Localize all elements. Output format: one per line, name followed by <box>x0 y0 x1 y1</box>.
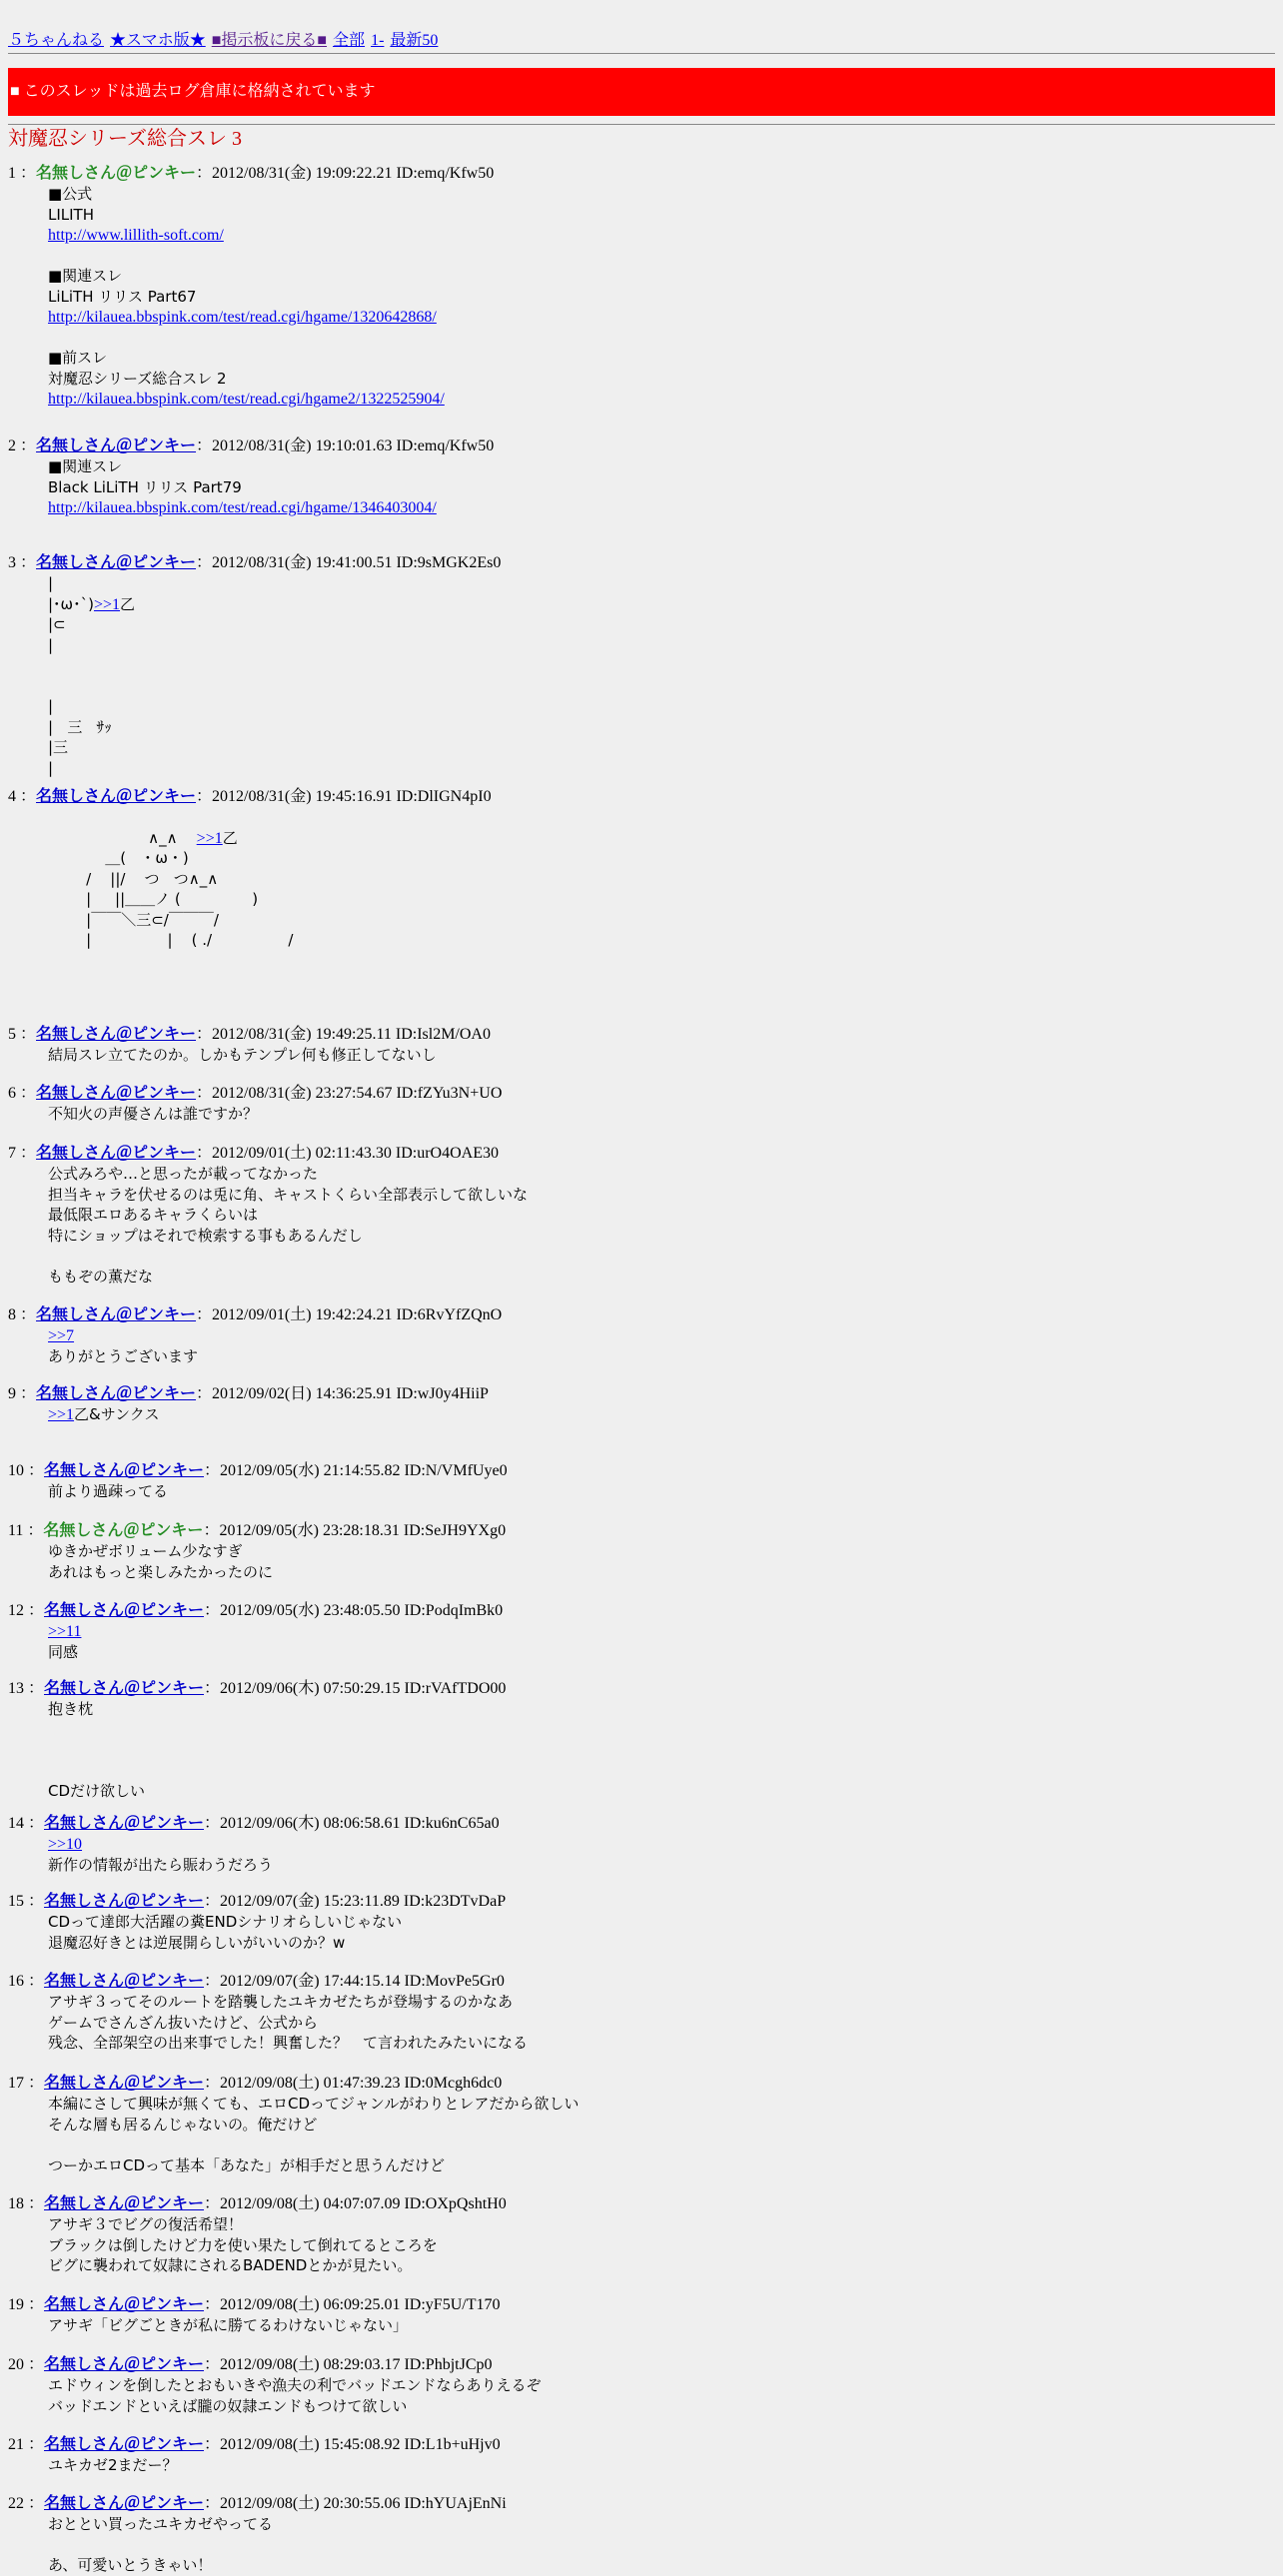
post-body <box>48 184 1275 410</box>
post-header <box>8 787 1275 807</box>
post-header <box>8 1972 1275 1992</box>
post-number: 13 ： <box>8 1680 45 1697</box>
post-body <box>48 1541 1275 1582</box>
post-meta: ：2012/09/07(金) 15:23:11.89 ID:k23DTvDaP <box>204 1893 507 1910</box>
post-text: Black LiLiTH リリス Part79 <box>48 477 242 496</box>
reply-anchor-link[interactable]: >>7 <box>48 1327 75 1344</box>
post-line <box>48 2535 1275 2556</box>
post-line <box>48 1246 1275 1267</box>
post-line <box>48 758 1275 779</box>
post-line <box>48 2155 1275 2176</box>
url-link[interactable]: http://kilauea.bbspink.com/test/read.cgi/hgame/1320642868/ <box>48 309 437 326</box>
post-number: 11 ： <box>8 1522 44 1539</box>
post-text: 本編にさして興味が無くても、エロCDってジャンルがわりとレアだから欲しい <box>48 2095 580 2113</box>
post-line <box>48 1104 1275 1125</box>
post-body <box>48 1992 1275 2054</box>
post-meta: ：2012/09/01(土) 02:11:43.30 ID:urO4OAE30 <box>196 1145 499 1162</box>
post-meta: ：2012/09/08(土) 04:07:07.09 ID:OXpQshtH0 <box>204 2195 507 2212</box>
poster-name-link[interactable]: 名無しさん＠ピンキー <box>44 2075 205 2092</box>
post-text: 乙 <box>222 828 238 847</box>
post-line <box>48 1992 1275 2013</box>
post-line <box>48 497 1275 518</box>
poster-name-link[interactable]: 名無しさん＠ピンキー <box>36 437 197 454</box>
post-line <box>48 1621 1275 1642</box>
post-line <box>48 2315 1275 2336</box>
post-line <box>48 456 1275 477</box>
post-meta: ：2012/09/05(水) 21:14:55.82 ID:N/VMfUye0 <box>204 1462 508 1479</box>
post-text: アサギ３でビグの復活希望！ <box>48 2215 244 2233</box>
post-meta: ：2012/08/31(金) 23:27:54.67 ID:fZYu3N+UO <box>196 1085 503 1102</box>
post <box>8 2435 1275 2476</box>
post-text: そんな層も居るんじゃないの。俺だけど <box>48 2115 318 2134</box>
post-header <box>8 436 1275 456</box>
post-line <box>48 2094 1275 2115</box>
post-line <box>48 614 1275 635</box>
post-body <box>48 1164 1275 1287</box>
post-text: |･ω･`) <box>48 594 94 613</box>
post-line <box>48 1267 1275 1288</box>
url-link[interactable]: http://kilauea.bbspink.com/test/read.cgi/hgame2/1322525904/ <box>48 391 445 408</box>
post-text: つーかエロCDって基本「あなた」が相手だと思うんだけど <box>48 2155 446 2174</box>
post-header <box>8 2355 1275 2375</box>
post-text: |三 <box>48 738 69 756</box>
post-body <box>48 1404 1275 1425</box>
divider <box>8 53 1275 54</box>
poster-name-link[interactable]: 名無しさん＠ピンキー <box>44 2296 205 2313</box>
poster-name-link[interactable]: 名無しさん＠ピンキー <box>44 2495 205 2512</box>
post-number: 15 ： <box>8 1893 45 1910</box>
post-text: | <box>48 758 54 777</box>
post-line <box>48 1933 1275 1954</box>
post-line <box>48 910 1275 931</box>
post-line <box>48 1720 1275 1741</box>
post-text: ありがとうございます <box>48 1346 199 1365</box>
post-line <box>48 655 1275 676</box>
post-text: あ、可愛いとうきゃい！ <box>48 2556 213 2574</box>
post-header <box>8 553 1275 573</box>
post-line <box>48 1404 1275 1425</box>
post-number: 12 ： <box>8 1602 45 1619</box>
post-line <box>48 594 1275 615</box>
post-number: 18 ： <box>8 2195 45 2212</box>
post-line <box>48 1226 1275 1247</box>
post <box>8 1892 1275 1953</box>
post-text: ゆきかぜボリューム少なすぎ <box>48 1542 243 1560</box>
post-line <box>48 1346 1275 1367</box>
post-meta: ：2012/09/06(木) 07:50:29.15 ID:rVAfTDO00 <box>204 1680 507 1697</box>
post-meta: ：2012/08/31(金) 19:09:22.21 ID:emq/Kfw50 <box>196 165 495 182</box>
post-line <box>48 1164 1275 1185</box>
post-meta: ：2012/08/31(金) 19:10:01.63 ID:emq/Kfw50 <box>196 437 495 454</box>
post-text: ■前スレ <box>48 349 108 367</box>
post-text: LILITH <box>48 205 95 224</box>
first-posts-link[interactable]: 1- <box>371 32 385 49</box>
post <box>8 2074 1275 2175</box>
post-header <box>8 1601 1275 1621</box>
post-line <box>48 2214 1275 2235</box>
post-text: バッドエンドといえば朧の奴隷エンドもつけて欲しい <box>48 2396 408 2415</box>
thread-title: 対魔忍シリーズ総合スレ 3 <box>8 128 242 150</box>
post-line <box>48 2396 1275 2417</box>
post-body <box>48 1481 1275 1502</box>
post-line <box>48 2375 1275 2396</box>
post-line <box>48 348 1275 369</box>
post-header <box>8 1084 1275 1104</box>
post-line <box>48 635 1275 656</box>
post-line <box>48 287 1275 308</box>
post <box>8 2494 1275 2576</box>
post-line <box>48 889 1275 910</box>
post <box>8 1384 1275 1425</box>
post <box>8 164 1275 410</box>
post-line <box>48 717 1275 738</box>
post-body <box>48 1699 1275 1802</box>
post-text: あれはもっと楽しみたかったのに <box>48 1562 274 1581</box>
post <box>8 436 1275 518</box>
post-number: 10 ： <box>8 1462 45 1479</box>
post-line <box>48 2135 1275 2155</box>
post-number: 7 ： <box>8 1145 37 1162</box>
poster-name-link[interactable]: 名無しさん＠ピンキー <box>44 1680 205 1697</box>
post-meta: ：2012/09/08(土) 06:09:25.01 ID:yF5U/T170 <box>204 2296 501 2313</box>
post-header <box>8 1521 1275 1541</box>
post-line <box>48 1781 1275 1802</box>
post-text: アサギ「ビグごときが私に勝てるわけないじゃない」 <box>48 2316 409 2334</box>
poster-name-link[interactable]: 名無しさん＠ピンキー <box>44 1815 205 1832</box>
post-line <box>48 2115 1275 2136</box>
post <box>8 1814 1275 1875</box>
post-text: 新作の情報が出たら賑わうだろう <box>48 1855 274 1874</box>
post-header <box>8 2435 1275 2455</box>
post-line <box>48 205 1275 226</box>
poster-name-link[interactable]: 名無しさん＠ピンキー <box>36 1026 197 1043</box>
poster-name-link[interactable]: 名無しさん＠ピンキー <box>36 554 197 571</box>
post-line <box>48 1642 1275 1663</box>
poster-name-link[interactable]: 名無しさん＠ピンキー <box>44 2436 205 2453</box>
post-text: 残念、全部架空の出来事でした！興奮した？ て言われたみたいになる <box>48 2034 529 2052</box>
post-meta: ：2012/08/31(金) 19:45:16.91 ID:DlIGN4pI0 <box>196 788 492 805</box>
poster-name-link[interactable]: 名無しさん＠ピンキー <box>36 1306 197 1323</box>
poster-name-link[interactable]: 名無しさん＠ピンキー <box>36 1145 197 1162</box>
post-text: | <box>48 635 54 654</box>
post-text: | | ( ./ / <box>48 931 294 949</box>
reply-anchor-link[interactable]: >>1 <box>196 829 223 847</box>
post <box>8 1144 1275 1287</box>
post-body <box>48 456 1275 518</box>
post-text: 特にショップはそれで検索する事もあるんだし <box>48 1226 363 1245</box>
post-header <box>8 1461 1275 1481</box>
post-line <box>48 828 1275 849</box>
post-line <box>48 1185 1275 1206</box>
post-body <box>48 2514 1275 2576</box>
post-meta: ：2012/08/31(金) 19:41:00.51 ID:9sMGK2Es0 <box>196 554 502 571</box>
post-line <box>48 1699 1275 1720</box>
post-text: ＿( ・ω・) <box>48 849 189 867</box>
url-link[interactable]: http://kilauea.bbspink.com/test/read.cgi/hgame/1346403004/ <box>48 499 437 516</box>
post-text: | 三 ｻｯ <box>48 717 112 736</box>
post-body <box>48 2375 1275 2416</box>
post-text: | <box>48 697 54 715</box>
reply-anchor-link[interactable]: >>1 <box>93 595 121 613</box>
poster-name-link[interactable]: 名無しさん＠ピンキー <box>44 2195 205 2212</box>
divider <box>8 124 1275 125</box>
post-body <box>48 2094 1275 2175</box>
post-line <box>48 737 1275 758</box>
poster-name-link[interactable]: 名無しさん＠ピンキー <box>44 1973 205 1990</box>
post-text: 同感 <box>48 1642 79 1661</box>
all-posts-link[interactable]: 全部 <box>333 32 366 49</box>
post <box>8 787 1275 951</box>
post-number: 4 ： <box>8 788 37 805</box>
post-line <box>48 1541 1275 1562</box>
post-line <box>48 2255 1275 2276</box>
post-body <box>48 1912 1275 1953</box>
poster-name-link[interactable]: 名無しさん＠ピンキー <box>44 2356 205 2373</box>
post-meta: ：2012/09/08(土) 20:30:55.06 ID:hYUAjEnNi <box>204 2495 507 2512</box>
poster-name-link[interactable]: 名無しさん＠ピンキー <box>44 1893 205 1910</box>
post-line <box>48 1855 1275 1876</box>
post <box>8 1084 1275 1125</box>
post-header <box>8 1814 1275 1834</box>
post-line <box>48 2555 1275 2576</box>
post-line <box>48 246 1275 267</box>
poster-name-link[interactable]: 名無しさん＠ピンキー <box>44 1602 205 1619</box>
post-text: 公式みろや…と思ったが載ってなかった <box>48 1165 319 1183</box>
post-text: 乙 <box>120 594 136 613</box>
post-number: 16 ： <box>8 1973 45 1990</box>
smartphone-link[interactable]: ★スマホ版★ <box>110 32 206 49</box>
post-header <box>8 1679 1275 1699</box>
post <box>8 1025 1275 1066</box>
post-line <box>48 1834 1275 1855</box>
post-line <box>48 696 1275 717</box>
post-text: ■公式 <box>48 185 93 203</box>
post <box>8 2194 1275 2276</box>
post-text: 乙&サンクス <box>74 1405 160 1423</box>
post-body <box>48 1104 1275 1125</box>
post-header <box>8 2494 1275 2514</box>
post-line <box>48 184 1275 205</box>
post-line <box>48 869 1275 890</box>
post-line <box>48 2455 1275 2476</box>
post-body <box>48 2455 1275 2476</box>
post <box>8 2355 1275 2416</box>
post-header <box>8 1892 1275 1912</box>
post-text: エドウィンを倒したとおもいきや漁夫の利でバッドエンドならありえるぞ <box>48 2376 542 2394</box>
post-line <box>48 328 1275 349</box>
post-line <box>48 2514 1275 2535</box>
post <box>8 553 1275 778</box>
post-header <box>8 2074 1275 2094</box>
post-line <box>48 2013 1275 2034</box>
post-line <box>48 369 1275 390</box>
post-meta: ：2012/09/05(水) 23:28:18.31 ID:SeJH9YXg0 <box>203 1522 507 1539</box>
post-header <box>8 2295 1275 2315</box>
post-header <box>8 1305 1275 1325</box>
post-text: |⊂ <box>48 615 66 633</box>
post-meta: ：2012/09/08(土) 08:29:03.17 ID:PhbjtJCp0 <box>204 2356 493 2373</box>
archived-notice-banner: ■ このスレッドは過去ログ倉庫に格納されています <box>8 68 1275 116</box>
post <box>8 2295 1275 2336</box>
post-text: ももぞの薫だな <box>48 1267 154 1286</box>
post-line <box>48 930 1275 951</box>
poster-name: 名無しさん＠ピンキー <box>43 1522 204 1539</box>
post-text: 不知火の声優さんは誰ですか？ <box>48 1105 259 1123</box>
post-body <box>48 1834 1275 1875</box>
post-line <box>48 1045 1275 1066</box>
post-body <box>48 573 1275 778</box>
post-text: ∧_∧ <box>48 828 197 847</box>
post-line <box>48 2235 1275 2256</box>
post-header <box>8 1025 1275 1045</box>
post-text: 抱き枕 <box>48 1700 94 1718</box>
post-text: 退魔忍好きとは逆展開らしいがいいのか？w <box>48 1933 346 1952</box>
post-number: 5 ： <box>8 1026 37 1043</box>
post-header <box>8 2194 1275 2214</box>
post-text: ユキカゼ2まだー？ <box>48 2456 178 2474</box>
post-meta: ：2012/09/08(土) 01:47:39.23 ID:0Mcgh6dc0 <box>204 2075 503 2092</box>
post-body <box>48 1621 1275 1662</box>
post-text: ブラックは倒したけど力を使い果たして倒れてるところを <box>48 2235 438 2254</box>
post-text: LiLiTH リリス Part67 <box>48 287 197 306</box>
post-line <box>48 848 1275 869</box>
post-text: 結局スレ立てたのか。しかもテンプレ何も修正してないし <box>48 1046 437 1064</box>
post-number: 1 ： <box>8 165 37 182</box>
post-body <box>48 2214 1275 2276</box>
poster-name-link[interactable]: 名無しさん＠ピンキー <box>36 1085 197 1102</box>
poster-name-link[interactable]: 名無しさん＠ピンキー <box>44 1462 205 1479</box>
poster-name-link[interactable]: 名無しさん＠ピンキー <box>36 788 197 805</box>
post-line <box>48 1481 1275 1502</box>
post <box>8 1521 1275 1582</box>
post <box>8 1461 1275 1502</box>
post-line <box>48 1761 1275 1782</box>
post-text: CDって達郎大活躍の糞ENDシナリオらしいじゃない <box>48 1913 403 1931</box>
post-header <box>8 164 1275 184</box>
post-line <box>48 1912 1275 1933</box>
top-navigation <box>8 31 440 51</box>
post-meta: ：2012/09/08(土) 15:45:08.92 ID:L1b+uHjv0 <box>204 2436 501 2453</box>
post-line <box>48 389 1275 410</box>
reply-anchor-link[interactable]: >>10 <box>48 1836 83 1853</box>
post-body <box>48 807 1275 951</box>
post-line <box>48 1205 1275 1226</box>
post-meta: ：2012/09/02(日) 14:36:25.91 ID:wJ0y4HiiP <box>196 1385 489 1402</box>
post-line <box>48 1562 1275 1583</box>
post-text: 前より過疎ってる <box>48 1482 169 1500</box>
post-number: 2 ： <box>8 437 37 454</box>
post-header <box>8 1384 1275 1404</box>
latest-50-link[interactable]: 最新50 <box>390 32 439 49</box>
post-number: 19 ： <box>8 2296 45 2313</box>
post-meta: ：2012/08/31(金) 19:49:25.11 ID:Isl2M/OA0 <box>196 1026 491 1043</box>
post-text: 対魔忍シリーズ総合スレ 2 <box>48 369 227 388</box>
post-number: 8 ： <box>8 1306 37 1323</box>
post-meta: ：2012/09/05(水) 23:48:05.50 ID:PodqImBk0 <box>204 1602 504 1619</box>
post-number: 21 ： <box>8 2436 45 2453</box>
post-text: | ||＿＿ノ ( ) <box>48 890 259 908</box>
post-meta: ：2012/09/01(土) 19:42:24.21 ID:6RvYfZQnO <box>196 1306 503 1323</box>
poster-name-link[interactable]: 名無しさん＠ピンキー <box>36 1385 197 1402</box>
post-text: ■関連スレ <box>48 457 123 475</box>
post-line <box>48 1740 1275 1761</box>
post-text: / ||/ つ つ∧_∧ <box>48 869 219 888</box>
post-line <box>48 307 1275 328</box>
post <box>8 1972 1275 2054</box>
board-link[interactable]: ５ちゃんねる <box>8 32 105 49</box>
post-text: ■関連スレ <box>48 267 123 285</box>
post-meta: ：2012/09/07(金) 17:44:15.14 ID:MovPe5Gr0 <box>204 1973 505 1990</box>
post-line <box>48 2033 1275 2054</box>
poster-name: 名無しさん＠ピンキー <box>36 165 197 182</box>
post-text: ゲームでさんざん抜いたけど、公式から <box>48 2013 319 2032</box>
url-link[interactable]: http://www.lillith-soft.com/ <box>48 227 224 244</box>
post-text: |￣￣＼三⊂/￣￣￣/ <box>48 910 219 929</box>
post <box>8 1305 1275 1366</box>
post-text: ビグに襲われて奴隷にされるBADENDとかが見たい。 <box>48 2256 413 2274</box>
post-text: アサギ３ってそのルートを踏襲したユキカゼたちが登場するのかなあ <box>48 1993 514 2011</box>
post-text: おととい買ったユキカゼやってる <box>48 2515 274 2533</box>
post-line <box>48 1325 1275 1346</box>
post-number: 22 ： <box>8 2495 45 2512</box>
post-text: 最低限エロあるキャラくらいは <box>48 1206 259 1224</box>
post-number: 9 ： <box>8 1385 37 1402</box>
post-line <box>48 225 1275 246</box>
post-body <box>48 1045 1275 1066</box>
post-text: 担当キャラを伏せるのは兎に角、キャストくらい全部表示して欲しいな <box>48 1185 529 1204</box>
post-number: 20 ： <box>8 2356 45 2373</box>
post <box>8 1601 1275 1662</box>
post-number: 14 ： <box>8 1815 45 1832</box>
post-text: | <box>48 574 54 592</box>
post-line <box>48 477 1275 498</box>
reply-anchor-link[interactable]: >>1 <box>48 1406 75 1423</box>
post-number: 3 ： <box>8 554 37 571</box>
reply-anchor-link[interactable]: >>11 <box>48 1623 82 1640</box>
post-line <box>48 807 1275 828</box>
post-line <box>48 676 1275 697</box>
post-header <box>8 1144 1275 1164</box>
post-number: 6 ： <box>8 1085 37 1102</box>
post-meta: ：2012/09/06(木) 08:06:58.61 ID:ku6nC65a0 <box>204 1815 500 1832</box>
post-body <box>48 1325 1275 1366</box>
post <box>8 1679 1275 1802</box>
post-body <box>48 2315 1275 2336</box>
post-text: CDだけ欲しい <box>48 1782 146 1800</box>
post-line <box>48 266 1275 287</box>
post-line <box>48 573 1275 594</box>
back-to-board-link[interactable]: ■掲示板に戻る■ <box>211 32 328 49</box>
post-number: 17 ： <box>8 2075 45 2092</box>
